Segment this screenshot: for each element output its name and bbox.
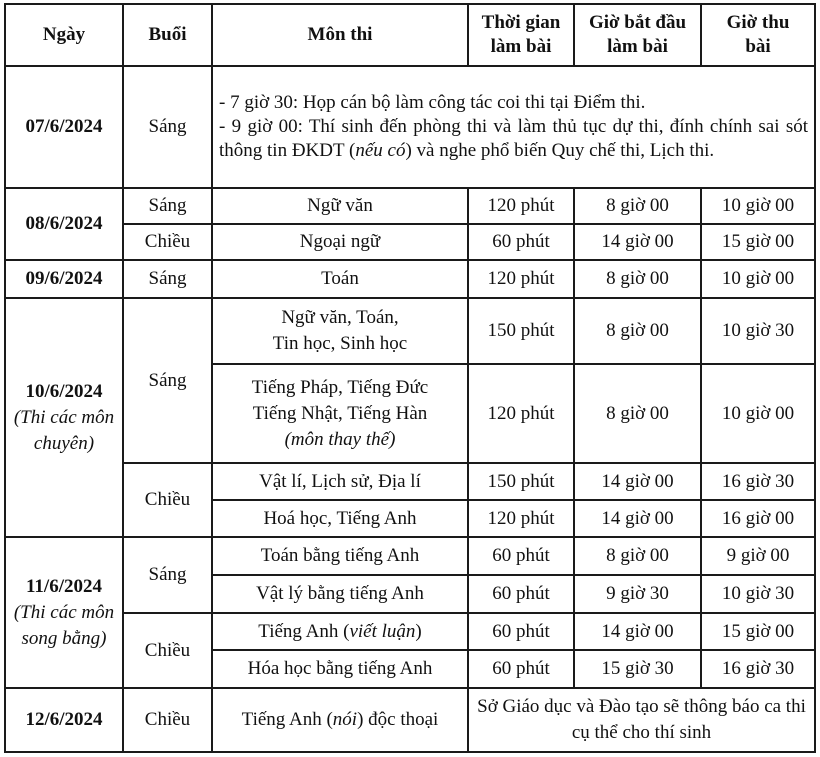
subject-cell: Hóa học bằng tiếng Anh <box>212 650 468 688</box>
preparation-note <box>212 66 815 188</box>
table-row <box>5 537 815 575</box>
subject-text: ) <box>415 620 422 642</box>
session-cell: Sáng <box>123 260 212 298</box>
subject-cell: Toán <box>212 260 468 298</box>
header-start-line2: làm bài <box>607 36 668 57</box>
duration-cell: 60 phút <box>468 650 574 688</box>
header-end-line2: bài <box>745 36 771 57</box>
subject-line: Tiếng Nhật, Tiếng Hàn <box>252 402 428 424</box>
start-cell: 15 giờ 30 <box>574 650 701 688</box>
note-text: ) và nghe phổ biến Quy chế thi, Lịch thi. <box>405 140 715 161</box>
subject-text: Tiếng Anh ( <box>258 620 350 642</box>
subject-cell <box>212 298 468 364</box>
subject-cell <box>212 688 468 752</box>
header-subject: Môn thi <box>212 4 468 66</box>
date-note: (Thi các môn chuyên) <box>13 406 115 454</box>
start-cell: 8 giờ 00 <box>574 260 701 298</box>
subject-cell <box>212 613 468 650</box>
note-text: - 9 giờ 00: Thí sinh đến phòng thi và làm thủ tục dự thi, đính chính sai sót thông tin ĐKDT ( <box>219 116 808 161</box>
start-cell: 8 giờ 00 <box>574 537 701 575</box>
date-text: 10/6/2024 <box>25 380 103 402</box>
subject-cell: Vật lý bằng tiếng Anh <box>212 575 468 613</box>
start-cell: 9 giờ 30 <box>574 575 701 613</box>
duration-cell: 60 phút <box>468 224 574 260</box>
duration-cell: 120 phút <box>468 188 574 224</box>
date-cell: 08/6/2024 <box>5 188 123 260</box>
header-duration <box>468 4 574 66</box>
session-cell: Sáng <box>123 298 212 463</box>
header-duration-line1: Thời gian <box>481 12 561 33</box>
duration-cell: 120 phút <box>468 364 574 463</box>
start-cell: 14 giờ 00 <box>574 463 701 500</box>
header-session: Buổi <box>123 4 212 66</box>
subject-text: ) độc thoại <box>357 709 439 730</box>
subject-cell <box>212 364 468 463</box>
subject-cell: Hoá học, Tiếng Anh <box>212 500 468 537</box>
subject-text-italic: viết luận <box>349 620 416 642</box>
end-cell: 10 giờ 00 <box>701 364 815 463</box>
subject-line: (môn thay thế) <box>284 428 396 450</box>
table-row <box>5 224 815 260</box>
duration-cell: 150 phút <box>468 298 574 364</box>
date-cell: 09/6/2024 <box>5 260 123 298</box>
announcement-cell: Sở Giáo dục và Đào tạo sẽ thông báo ca thi cụ thể cho thí sinh <box>468 688 815 752</box>
date-text: 11/6/2024 <box>25 575 102 597</box>
date-cell <box>5 537 123 688</box>
date-note: (Thi các môn song bằng) <box>13 601 115 649</box>
table-row <box>5 66 815 188</box>
subject-line: Ngữ văn, Toán, <box>281 307 399 328</box>
header-end-line1: Giờ thu <box>726 12 790 33</box>
start-cell: 8 giờ 00 <box>574 188 701 224</box>
end-cell: 10 giờ 30 <box>701 298 815 364</box>
header-end <box>701 4 815 66</box>
note-line <box>219 115 808 163</box>
subject-text: Tiếng Anh ( <box>241 709 333 730</box>
header-day: Ngày <box>5 4 123 66</box>
table-row <box>5 463 815 500</box>
note-text-italic: nếu có <box>355 140 406 161</box>
end-cell: 10 giờ 30 <box>701 575 815 613</box>
subject-cell: Ngoại ngữ <box>212 224 468 260</box>
session-cell: Chiều <box>123 688 212 752</box>
header-duration-line2: làm bài <box>490 36 552 57</box>
table-row <box>5 188 815 224</box>
table-row <box>5 688 815 752</box>
duration-cell: 150 phút <box>468 463 574 500</box>
duration-cell: 120 phút <box>468 500 574 537</box>
session-cell: Chiều <box>123 224 212 260</box>
header-row <box>5 4 815 66</box>
end-cell: 16 giờ 00 <box>701 500 815 537</box>
start-cell: 14 giờ 00 <box>574 500 701 537</box>
duration-cell: 60 phút <box>468 537 574 575</box>
table-row <box>5 613 815 650</box>
subject-line: Tin học, Sinh học <box>272 333 408 354</box>
end-cell: 15 giờ 00 <box>701 224 815 260</box>
end-cell: 9 giờ 00 <box>701 537 815 575</box>
duration-cell: 60 phút <box>468 613 574 650</box>
header-start-line1: Giờ bắt đầu <box>588 12 687 33</box>
session-cell: Chiều <box>123 613 212 688</box>
subject-cell: Vật lí, Lịch sử, Địa lí <box>212 463 468 500</box>
end-cell: 10 giờ 00 <box>701 188 815 224</box>
subject-cell: Ngữ văn <box>212 188 468 224</box>
end-cell: 15 giờ 00 <box>701 613 815 650</box>
session-cell: Chiều <box>123 463 212 537</box>
start-cell: 8 giờ 00 <box>574 364 701 463</box>
header-start <box>574 4 701 66</box>
subject-text-italic: nói <box>332 709 358 730</box>
session-cell: Sáng <box>123 188 212 224</box>
subject-line: Tiếng Pháp, Tiếng Đức <box>251 376 429 398</box>
note-line: - 7 giờ 30: Họp cán bộ làm công tác coi thi tại Điểm thi. <box>219 92 646 113</box>
end-cell: 10 giờ 00 <box>701 260 815 298</box>
subject-cell: Toán bằng tiếng Anh <box>212 537 468 575</box>
start-cell: 14 giờ 00 <box>574 224 701 260</box>
end-cell: 16 giờ 30 <box>701 650 815 688</box>
table-row <box>5 298 815 364</box>
start-cell: 8 giờ 00 <box>574 298 701 364</box>
table-row <box>5 260 815 298</box>
session-cell: Sáng <box>123 66 212 188</box>
session-cell: Sáng <box>123 537 212 613</box>
exam-schedule-table <box>4 3 816 753</box>
date-cell: 12/6/2024 <box>5 688 123 752</box>
end-cell: 16 giờ 30 <box>701 463 815 500</box>
duration-cell: 120 phút <box>468 260 574 298</box>
duration-cell: 60 phút <box>468 575 574 613</box>
date-cell <box>5 298 123 537</box>
date-cell: 07/6/2024 <box>5 66 123 188</box>
start-cell: 14 giờ 00 <box>574 613 701 650</box>
